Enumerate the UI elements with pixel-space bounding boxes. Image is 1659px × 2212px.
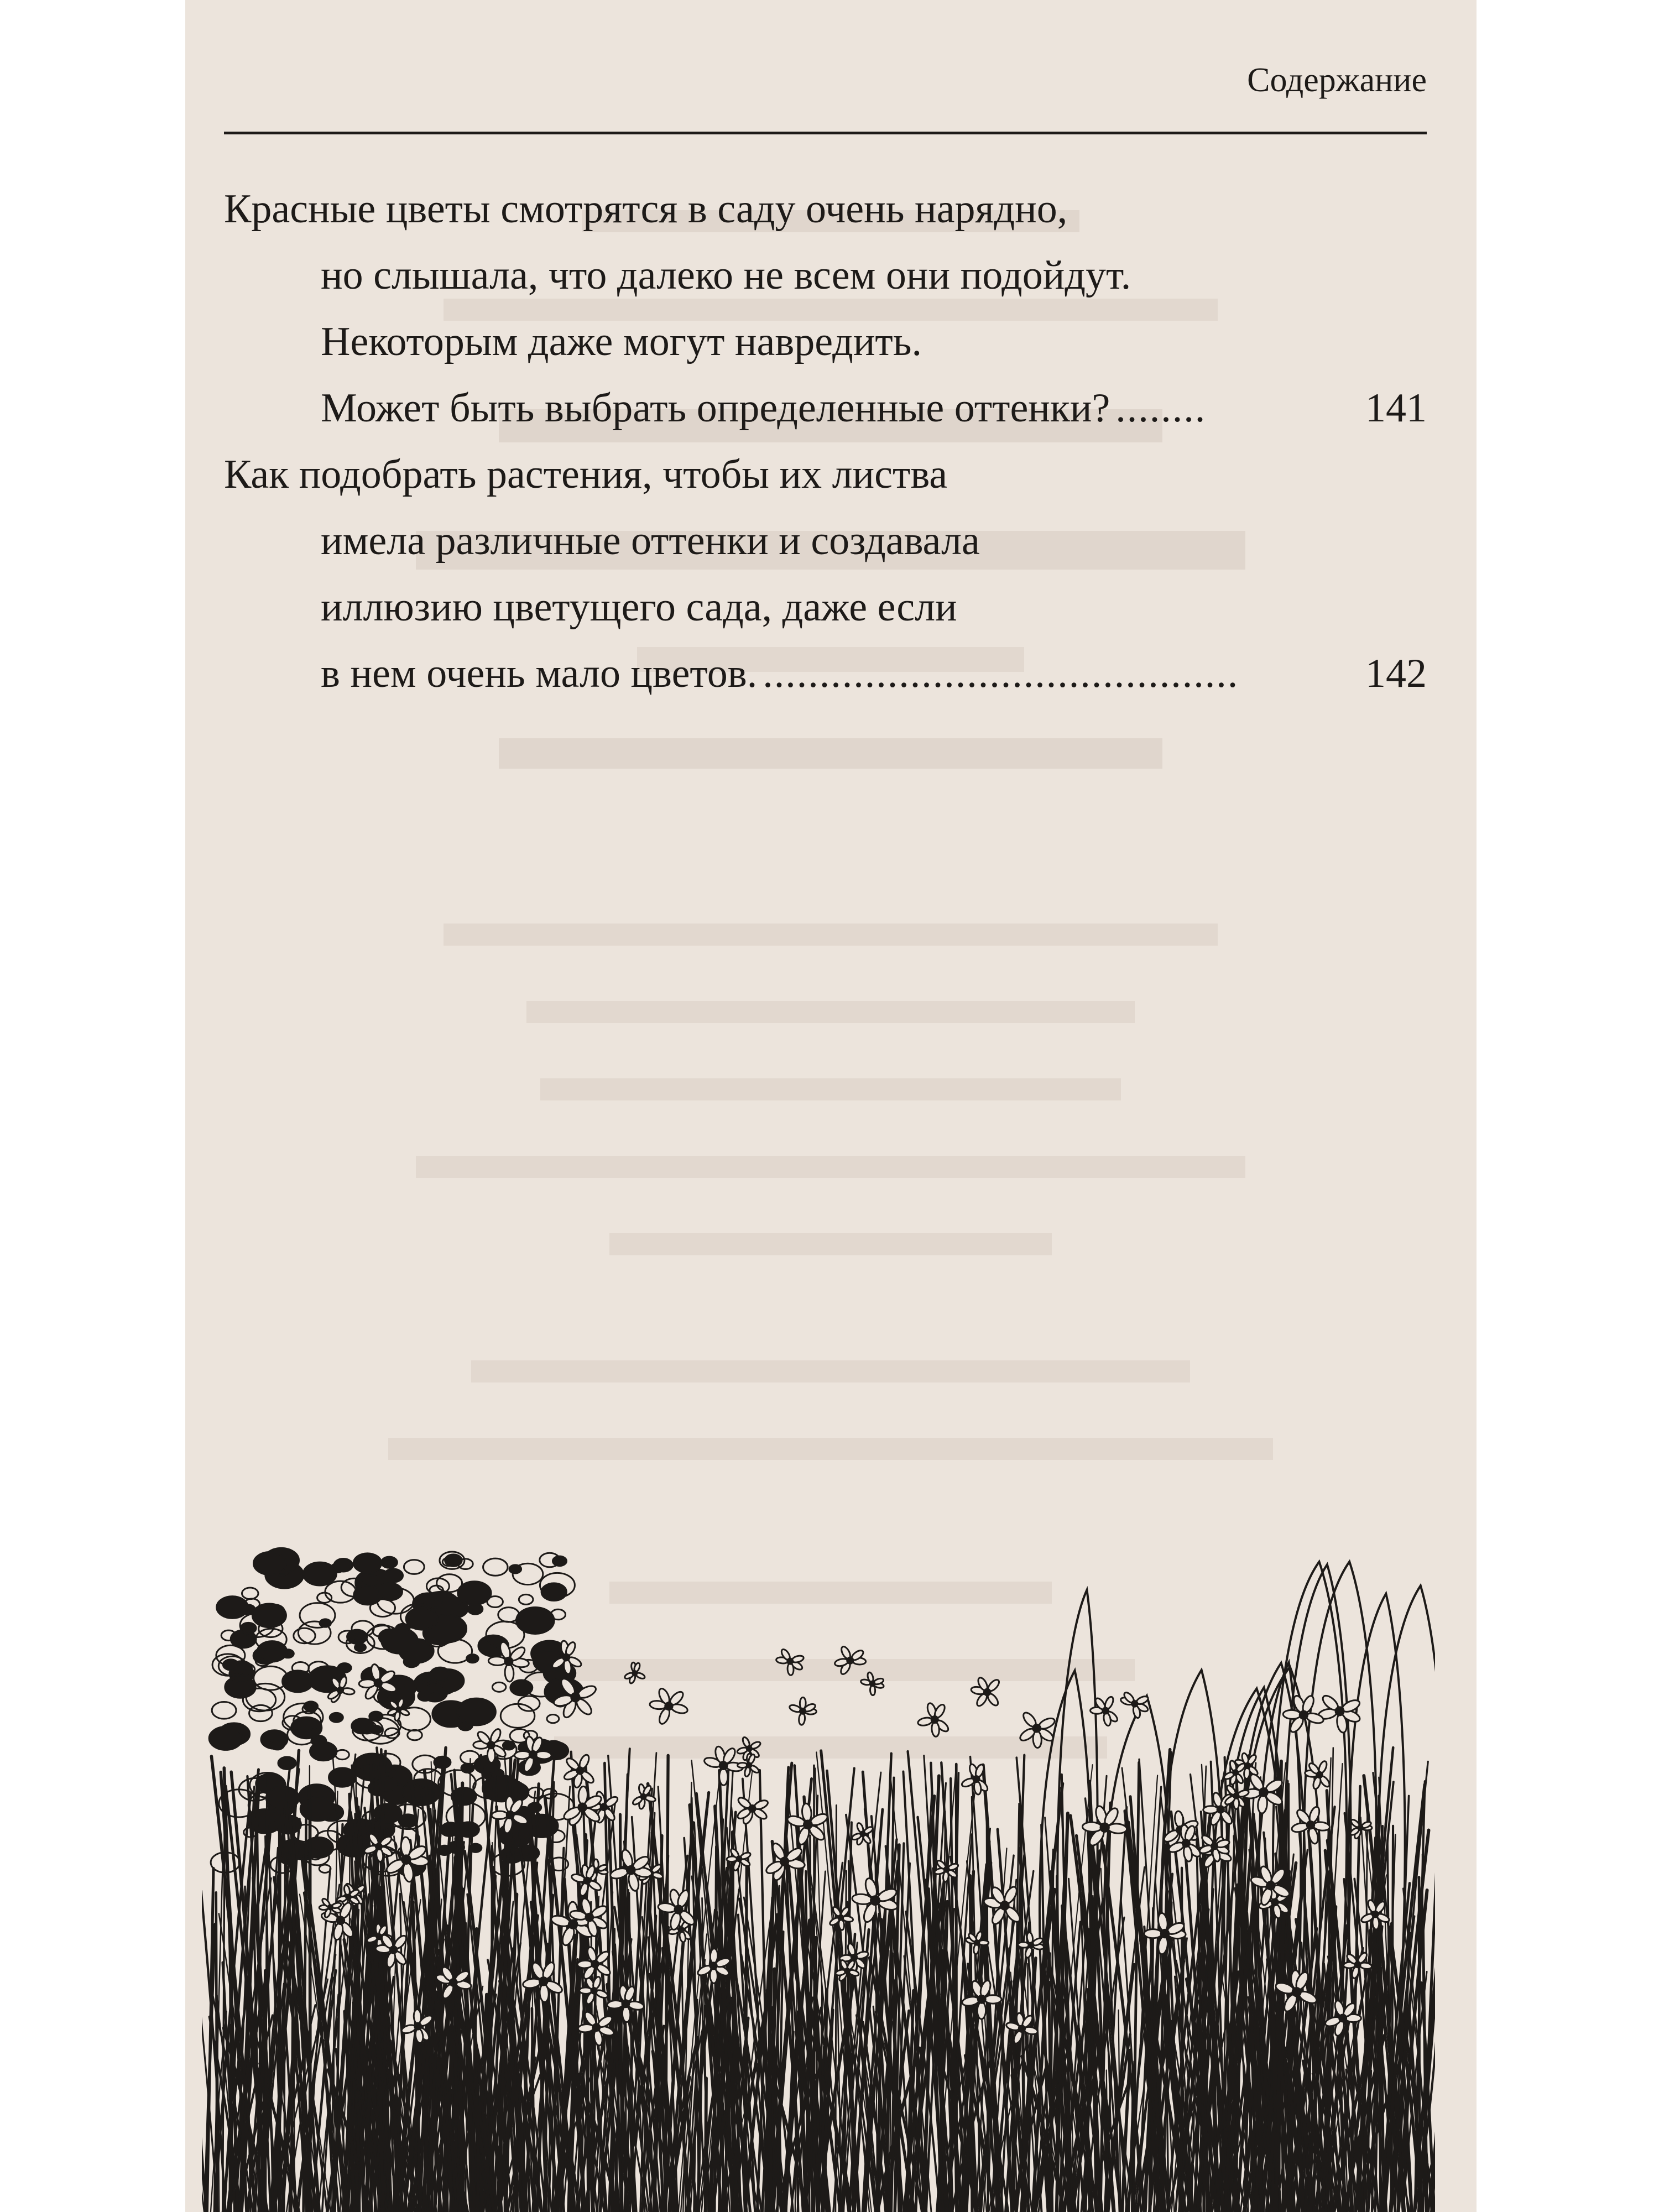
grass-blade <box>477 2079 478 2212</box>
flower <box>860 1672 884 1695</box>
toc-entry-line: Может быть выбрать определенные оттенки? <box>321 385 1110 431</box>
flower <box>1120 1691 1149 1719</box>
page-number: 142 <box>1365 651 1427 696</box>
toc-entry-line: Как подобрать растения, чтобы их листва <box>224 452 948 497</box>
flower <box>1291 1806 1330 1845</box>
toc-entry-line: Красные цветы смотрятся в саду очень нарядно, <box>224 186 1068 232</box>
toc-entry <box>224 176 1427 441</box>
flower <box>1305 1760 1331 1790</box>
dot-leader: .......................................... <box>763 651 1239 696</box>
grass-blade <box>1419 1877 1420 2212</box>
flower <box>736 1796 769 1825</box>
grass-blade <box>266 1776 267 2212</box>
grass-blade <box>223 1821 225 2212</box>
table-of-contents <box>224 176 1427 707</box>
toc-entry-last-line <box>224 375 1427 441</box>
flower <box>851 1822 874 1845</box>
flower <box>971 1676 1001 1708</box>
garden-illustration <box>202 1537 1435 2212</box>
flower <box>1018 1710 1056 1748</box>
toc-entry-line: иллюзию цветущего сада, даже если <box>321 585 957 630</box>
flower <box>789 1697 816 1725</box>
page-number: 141 <box>1365 385 1427 431</box>
grass-blade <box>1379 1796 1380 2212</box>
show-through-lower <box>185 885 1477 1548</box>
toc-entry-last-line <box>224 640 1427 707</box>
flower <box>649 1687 688 1725</box>
grass-blade <box>207 1869 213 2212</box>
book-page <box>185 0 1477 2212</box>
running-head: Содержание <box>1247 61 1427 99</box>
flower <box>563 1754 596 1788</box>
flower <box>776 1648 804 1676</box>
toc-entry-line: имела различные оттенки и создавала <box>321 518 980 564</box>
toc-entry-line: но слышала, что далеко не всем они подойдут. <box>321 253 1131 298</box>
flower <box>624 1662 645 1684</box>
grass-blade <box>230 2026 231 2212</box>
flower <box>917 1702 951 1737</box>
dot-leader: ........ <box>1115 385 1207 431</box>
flower <box>834 1645 866 1676</box>
toc-entry-line: Некоторым даже могут навредить. <box>321 319 922 364</box>
toc-entry <box>224 441 1427 707</box>
toc-entry-line: в нем очень мало цветов. <box>321 651 758 696</box>
header-rule <box>224 132 1427 134</box>
